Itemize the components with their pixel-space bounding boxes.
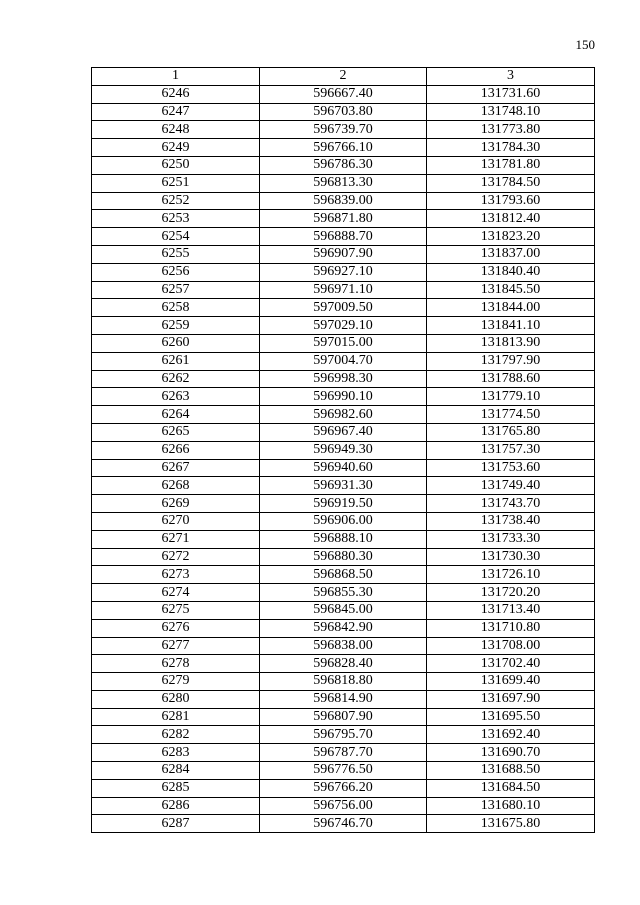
table-row: [92, 762, 595, 780]
table-row: [92, 370, 595, 388]
point-number-cell: 6276: [92, 619, 260, 637]
point-number-cell: 6258: [92, 299, 260, 317]
x-coordinate-cell: 596786.30: [260, 156, 427, 174]
y-coordinate-cell: 131753.60: [427, 459, 595, 477]
y-coordinate-cell: 131730.30: [427, 548, 595, 566]
y-coordinate-cell: 131788.60: [427, 370, 595, 388]
x-coordinate-cell: 596756.00: [260, 797, 427, 815]
coordinates-table: [91, 67, 595, 833]
point-number-cell: 6261: [92, 352, 260, 370]
x-coordinate-cell: 596766.20: [260, 779, 427, 797]
point-number-cell: 6273: [92, 566, 260, 584]
x-coordinate-cell: 596855.30: [260, 584, 427, 602]
point-number-cell: 6281: [92, 708, 260, 726]
y-coordinate-cell: 131699.40: [427, 673, 595, 691]
point-number-cell: 6250: [92, 156, 260, 174]
table-row: [92, 406, 595, 424]
table-row: [92, 299, 595, 317]
table-row: [92, 530, 595, 548]
x-coordinate-cell: 596967.40: [260, 423, 427, 441]
table-header: [92, 68, 595, 86]
table-row: [92, 744, 595, 762]
y-coordinate-cell: 131774.50: [427, 406, 595, 424]
table-row: [92, 121, 595, 139]
coordinates-table-container: [91, 67, 594, 833]
table-row: [92, 139, 595, 157]
page-number: 150: [575, 37, 595, 52]
y-coordinate-cell: 131710.80: [427, 619, 595, 637]
table-row: [92, 637, 595, 655]
table-row: [92, 103, 595, 121]
x-coordinate-cell: 597009.50: [260, 299, 427, 317]
y-coordinate-cell: 131765.80: [427, 423, 595, 441]
y-coordinate-cell: 131690.70: [427, 744, 595, 762]
y-coordinate-cell: 131841.10: [427, 317, 595, 335]
x-coordinate-cell: 596766.10: [260, 139, 427, 157]
table-row: [92, 459, 595, 477]
x-coordinate-cell: 596842.90: [260, 619, 427, 637]
point-number-cell: 6246: [92, 85, 260, 103]
table-row: [92, 477, 595, 495]
x-coordinate-cell: 596990.10: [260, 388, 427, 406]
y-coordinate-cell: 131697.90: [427, 690, 595, 708]
x-coordinate-cell: 596807.90: [260, 708, 427, 726]
x-coordinate-cell: 596906.00: [260, 512, 427, 530]
point-number-cell: 6283: [92, 744, 260, 762]
x-coordinate-cell: 596888.70: [260, 228, 427, 246]
y-coordinate-cell: 131784.30: [427, 139, 595, 157]
y-coordinate-cell: 131748.10: [427, 103, 595, 121]
y-coordinate-cell: 131713.40: [427, 601, 595, 619]
table-row: [92, 210, 595, 228]
y-coordinate-cell: 131813.90: [427, 334, 595, 352]
table-row: [92, 85, 595, 103]
table-row: [92, 584, 595, 602]
point-number-cell: 6247: [92, 103, 260, 121]
point-number-cell: 6267: [92, 459, 260, 477]
point-number-cell: 6251: [92, 174, 260, 192]
y-coordinate-cell: 131702.40: [427, 655, 595, 673]
table-row: [92, 655, 595, 673]
point-number-cell: 6277: [92, 637, 260, 655]
x-coordinate-cell: 596739.70: [260, 121, 427, 139]
y-coordinate-cell: 131749.40: [427, 477, 595, 495]
point-number-cell: 6254: [92, 228, 260, 246]
point-number-cell: 6252: [92, 192, 260, 210]
point-number-cell: 6266: [92, 441, 260, 459]
x-coordinate-cell: 596795.70: [260, 726, 427, 744]
table-row: [92, 619, 595, 637]
table-row: [92, 673, 595, 691]
table-row: [92, 690, 595, 708]
y-coordinate-cell: 131781.80: [427, 156, 595, 174]
table-row: [92, 423, 595, 441]
point-number-cell: 6259: [92, 317, 260, 335]
point-number-cell: 6279: [92, 673, 260, 691]
y-coordinate-cell: 131823.20: [427, 228, 595, 246]
table-row: [92, 815, 595, 833]
y-coordinate-cell: 131695.50: [427, 708, 595, 726]
point-number-cell: 6264: [92, 406, 260, 424]
table-row: [92, 352, 595, 370]
table-row: [92, 334, 595, 352]
point-number-cell: 6262: [92, 370, 260, 388]
x-coordinate-cell: 596998.30: [260, 370, 427, 388]
y-coordinate-cell: 131812.40: [427, 210, 595, 228]
point-number-cell: 6287: [92, 815, 260, 833]
y-coordinate-cell: 131684.50: [427, 779, 595, 797]
table-row: [92, 779, 595, 797]
table-row: [92, 512, 595, 530]
column-header-1: 1: [92, 68, 260, 86]
point-number-cell: 6255: [92, 245, 260, 263]
header-row: [92, 68, 595, 86]
point-number-cell: 6248: [92, 121, 260, 139]
point-number-cell: 6280: [92, 690, 260, 708]
x-coordinate-cell: 597004.70: [260, 352, 427, 370]
x-coordinate-cell: 596940.60: [260, 459, 427, 477]
table-row: [92, 388, 595, 406]
point-number-cell: 6256: [92, 263, 260, 281]
table-row: [92, 726, 595, 744]
y-coordinate-cell: 131688.50: [427, 762, 595, 780]
point-number-cell: 6268: [92, 477, 260, 495]
point-number-cell: 6270: [92, 512, 260, 530]
point-number-cell: 6284: [92, 762, 260, 780]
table-row: [92, 566, 595, 584]
point-number-cell: 6249: [92, 139, 260, 157]
y-coordinate-cell: 131845.50: [427, 281, 595, 299]
point-number-cell: 6260: [92, 334, 260, 352]
point-number-cell: 6286: [92, 797, 260, 815]
table-row: [92, 797, 595, 815]
x-coordinate-cell: 596787.70: [260, 744, 427, 762]
table-row: [92, 281, 595, 299]
table-row: [92, 441, 595, 459]
x-coordinate-cell: 596919.50: [260, 495, 427, 513]
y-coordinate-cell: 131731.60: [427, 85, 595, 103]
point-number-cell: 6263: [92, 388, 260, 406]
table-row: [92, 601, 595, 619]
table-row: [92, 495, 595, 513]
y-coordinate-cell: 131773.80: [427, 121, 595, 139]
point-number-cell: 6269: [92, 495, 260, 513]
x-coordinate-cell: 596814.90: [260, 690, 427, 708]
table-body: [92, 85, 595, 832]
y-coordinate-cell: 131837.00: [427, 245, 595, 263]
x-coordinate-cell: 596703.80: [260, 103, 427, 121]
point-number-cell: 6253: [92, 210, 260, 228]
point-number-cell: 6274: [92, 584, 260, 602]
y-coordinate-cell: 131726.10: [427, 566, 595, 584]
x-coordinate-cell: 597015.00: [260, 334, 427, 352]
y-coordinate-cell: 131708.00: [427, 637, 595, 655]
table-row: [92, 708, 595, 726]
column-header-2: 2: [260, 68, 427, 86]
x-coordinate-cell: 596839.00: [260, 192, 427, 210]
point-number-cell: 6272: [92, 548, 260, 566]
y-coordinate-cell: 131779.10: [427, 388, 595, 406]
x-coordinate-cell: 597029.10: [260, 317, 427, 335]
y-coordinate-cell: 131733.30: [427, 530, 595, 548]
point-number-cell: 6275: [92, 601, 260, 619]
x-coordinate-cell: 596828.40: [260, 655, 427, 673]
y-coordinate-cell: 131757.30: [427, 441, 595, 459]
x-coordinate-cell: 596888.10: [260, 530, 427, 548]
y-coordinate-cell: 131840.40: [427, 263, 595, 281]
x-coordinate-cell: 596845.00: [260, 601, 427, 619]
point-number-cell: 6265: [92, 423, 260, 441]
x-coordinate-cell: 596813.30: [260, 174, 427, 192]
x-coordinate-cell: 596746.70: [260, 815, 427, 833]
y-coordinate-cell: 131844.00: [427, 299, 595, 317]
y-coordinate-cell: 131692.40: [427, 726, 595, 744]
point-number-cell: 6282: [92, 726, 260, 744]
x-coordinate-cell: 596982.60: [260, 406, 427, 424]
x-coordinate-cell: 596971.10: [260, 281, 427, 299]
x-coordinate-cell: 596868.50: [260, 566, 427, 584]
y-coordinate-cell: 131797.90: [427, 352, 595, 370]
table-row: [92, 263, 595, 281]
y-coordinate-cell: 131793.60: [427, 192, 595, 210]
y-coordinate-cell: 131680.10: [427, 797, 595, 815]
y-coordinate-cell: 131743.70: [427, 495, 595, 513]
x-coordinate-cell: 596818.80: [260, 673, 427, 691]
y-coordinate-cell: 131784.50: [427, 174, 595, 192]
x-coordinate-cell: 596776.50: [260, 762, 427, 780]
table-row: [92, 174, 595, 192]
point-number-cell: 6278: [92, 655, 260, 673]
table-row: [92, 192, 595, 210]
table-row: [92, 156, 595, 174]
y-coordinate-cell: 131738.40: [427, 512, 595, 530]
column-header-3: 3: [427, 68, 595, 86]
table-row: [92, 548, 595, 566]
table-row: [92, 245, 595, 263]
point-number-cell: 6285: [92, 779, 260, 797]
y-coordinate-cell: 131720.20: [427, 584, 595, 602]
x-coordinate-cell: 596871.80: [260, 210, 427, 228]
x-coordinate-cell: 596949.30: [260, 441, 427, 459]
x-coordinate-cell: 596927.10: [260, 263, 427, 281]
point-number-cell: 6271: [92, 530, 260, 548]
table-row: [92, 317, 595, 335]
table-row: [92, 228, 595, 246]
x-coordinate-cell: 596931.30: [260, 477, 427, 495]
x-coordinate-cell: 596880.30: [260, 548, 427, 566]
x-coordinate-cell: 596838.00: [260, 637, 427, 655]
x-coordinate-cell: 596667.40: [260, 85, 427, 103]
y-coordinate-cell: 131675.80: [427, 815, 595, 833]
point-number-cell: 6257: [92, 281, 260, 299]
x-coordinate-cell: 596907.90: [260, 245, 427, 263]
